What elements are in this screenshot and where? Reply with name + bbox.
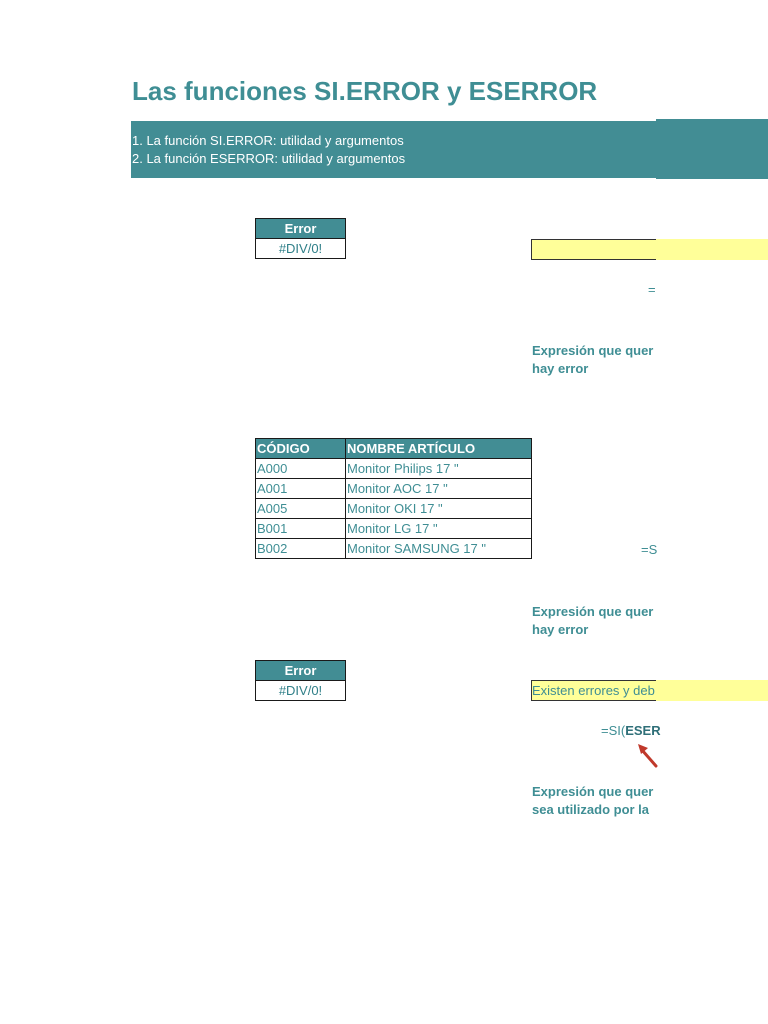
note-3: [532, 783, 656, 819]
table-row: [256, 539, 532, 559]
error-box-header: Error: [255, 660, 346, 681]
result-cell-1-extension: [656, 239, 768, 260]
column-header-nombre: NOMBRE ARTÍCULO: [346, 439, 532, 459]
cell-nombre[interactable]: Monitor LG 17 ": [346, 519, 532, 539]
cell-codigo[interactable]: A000: [256, 459, 346, 479]
error-box-1: [255, 218, 346, 259]
toc-banner-extension: [656, 119, 768, 179]
formula-2: =S: [641, 542, 658, 557]
result-cell-2-extension: [656, 680, 768, 701]
page-title: Las funciones SI.ERROR y ESERROR: [132, 76, 598, 106]
note-2-line2: hay error: [532, 622, 589, 637]
column-header-codigo: CÓDIGO: [256, 439, 346, 459]
note-2-line1: Expresión que quer: [532, 604, 654, 619]
toc-link-eserror[interactable]: 2. La función ESERROR: utilidad y argumentos: [132, 151, 406, 166]
cell-nombre[interactable]: Monitor SAMSUNG 17 ": [346, 539, 532, 559]
table-row: [256, 459, 532, 479]
result-cell-2[interactable]: Existen errores y deb: [531, 680, 657, 701]
cell-codigo[interactable]: A005: [256, 499, 346, 519]
error-box-header: Error: [255, 218, 346, 239]
table-row: [256, 519, 532, 539]
items-table: [255, 438, 532, 559]
formula-3: [601, 723, 661, 738]
formula-3-prefix: =SI(: [601, 723, 626, 738]
note-3-line2: sea utilizado por la: [532, 802, 650, 817]
toc-link-si-error[interactable]: 1. La función SI.ERROR: utilidad y argumentos: [132, 133, 404, 148]
pointer-arrow-icon: [636, 742, 658, 768]
error-box-value[interactable]: #DIV/0!: [255, 239, 346, 259]
cell-codigo[interactable]: A001: [256, 479, 346, 499]
cell-codigo[interactable]: B002: [256, 539, 346, 559]
note-2: [532, 603, 656, 639]
table-row: [256, 499, 532, 519]
table-row: [256, 479, 532, 499]
error-box-2: [255, 660, 346, 701]
cell-nombre[interactable]: Monitor OKI 17 ": [346, 499, 532, 519]
formula-3-function: ESER: [625, 723, 661, 738]
cell-nombre[interactable]: Monitor AOC 17 ": [346, 479, 532, 499]
result-cell-1[interactable]: [531, 239, 657, 260]
cell-nombre[interactable]: Monitor Philips 17 ": [346, 459, 532, 479]
formula-1: =: [648, 282, 656, 297]
error-box-value[interactable]: #DIV/0!: [255, 681, 346, 701]
items-table-header-row: [256, 439, 532, 459]
note-1: [532, 342, 656, 378]
note-3-line1: Expresión que quer: [532, 784, 654, 799]
cell-codigo[interactable]: B001: [256, 519, 346, 539]
note-1-line2: hay error: [532, 361, 589, 376]
note-1-line1: Expresión que quer: [532, 343, 654, 358]
